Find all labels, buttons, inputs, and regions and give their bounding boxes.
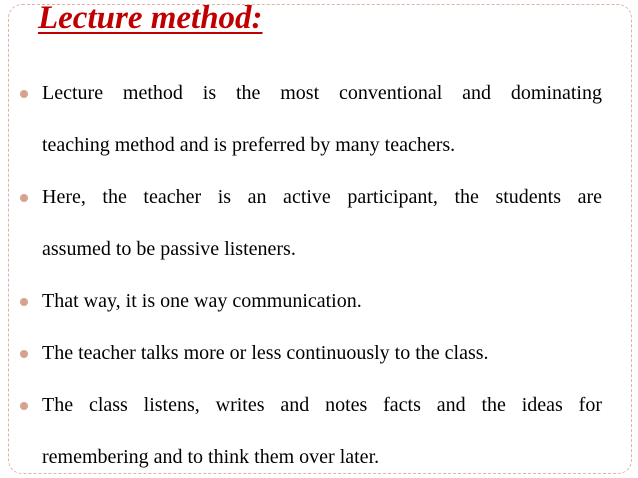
slide-title: Lecture method: [38, 0, 263, 36]
bullet-text-line: That way, it is one way communication. [42, 290, 362, 312]
bullet-text-line: remembering and to think them over later. [42, 446, 380, 468]
bullet-icon [20, 402, 28, 410]
bullet-item [20, 379, 602, 478]
bullet-text-line: Here, the teacher is an active participant, the students are [42, 186, 602, 208]
bullet-text-line: The class listens, writes and notes facts and the ideas for [42, 394, 602, 416]
bullet-icon [20, 298, 28, 306]
bullet-item [20, 171, 602, 275]
bullet-item [20, 327, 602, 379]
bullet-icon [20, 350, 28, 358]
bullet-item [20, 275, 602, 327]
bullet-text-line: teaching method and is preferred by many teachers. [42, 134, 456, 156]
bullet-icon [20, 90, 28, 98]
bullet-text-line: Lecture method is the most conventional and dominating [42, 82, 602, 104]
bullet-item [20, 67, 602, 171]
bullet-icon [20, 194, 28, 202]
bullet-text-line: The teacher talks more or less continuously to the class. [42, 342, 489, 364]
bullet-list [20, 67, 602, 478]
bullet-text-line: assumed to be passive listeners. [42, 238, 296, 260]
